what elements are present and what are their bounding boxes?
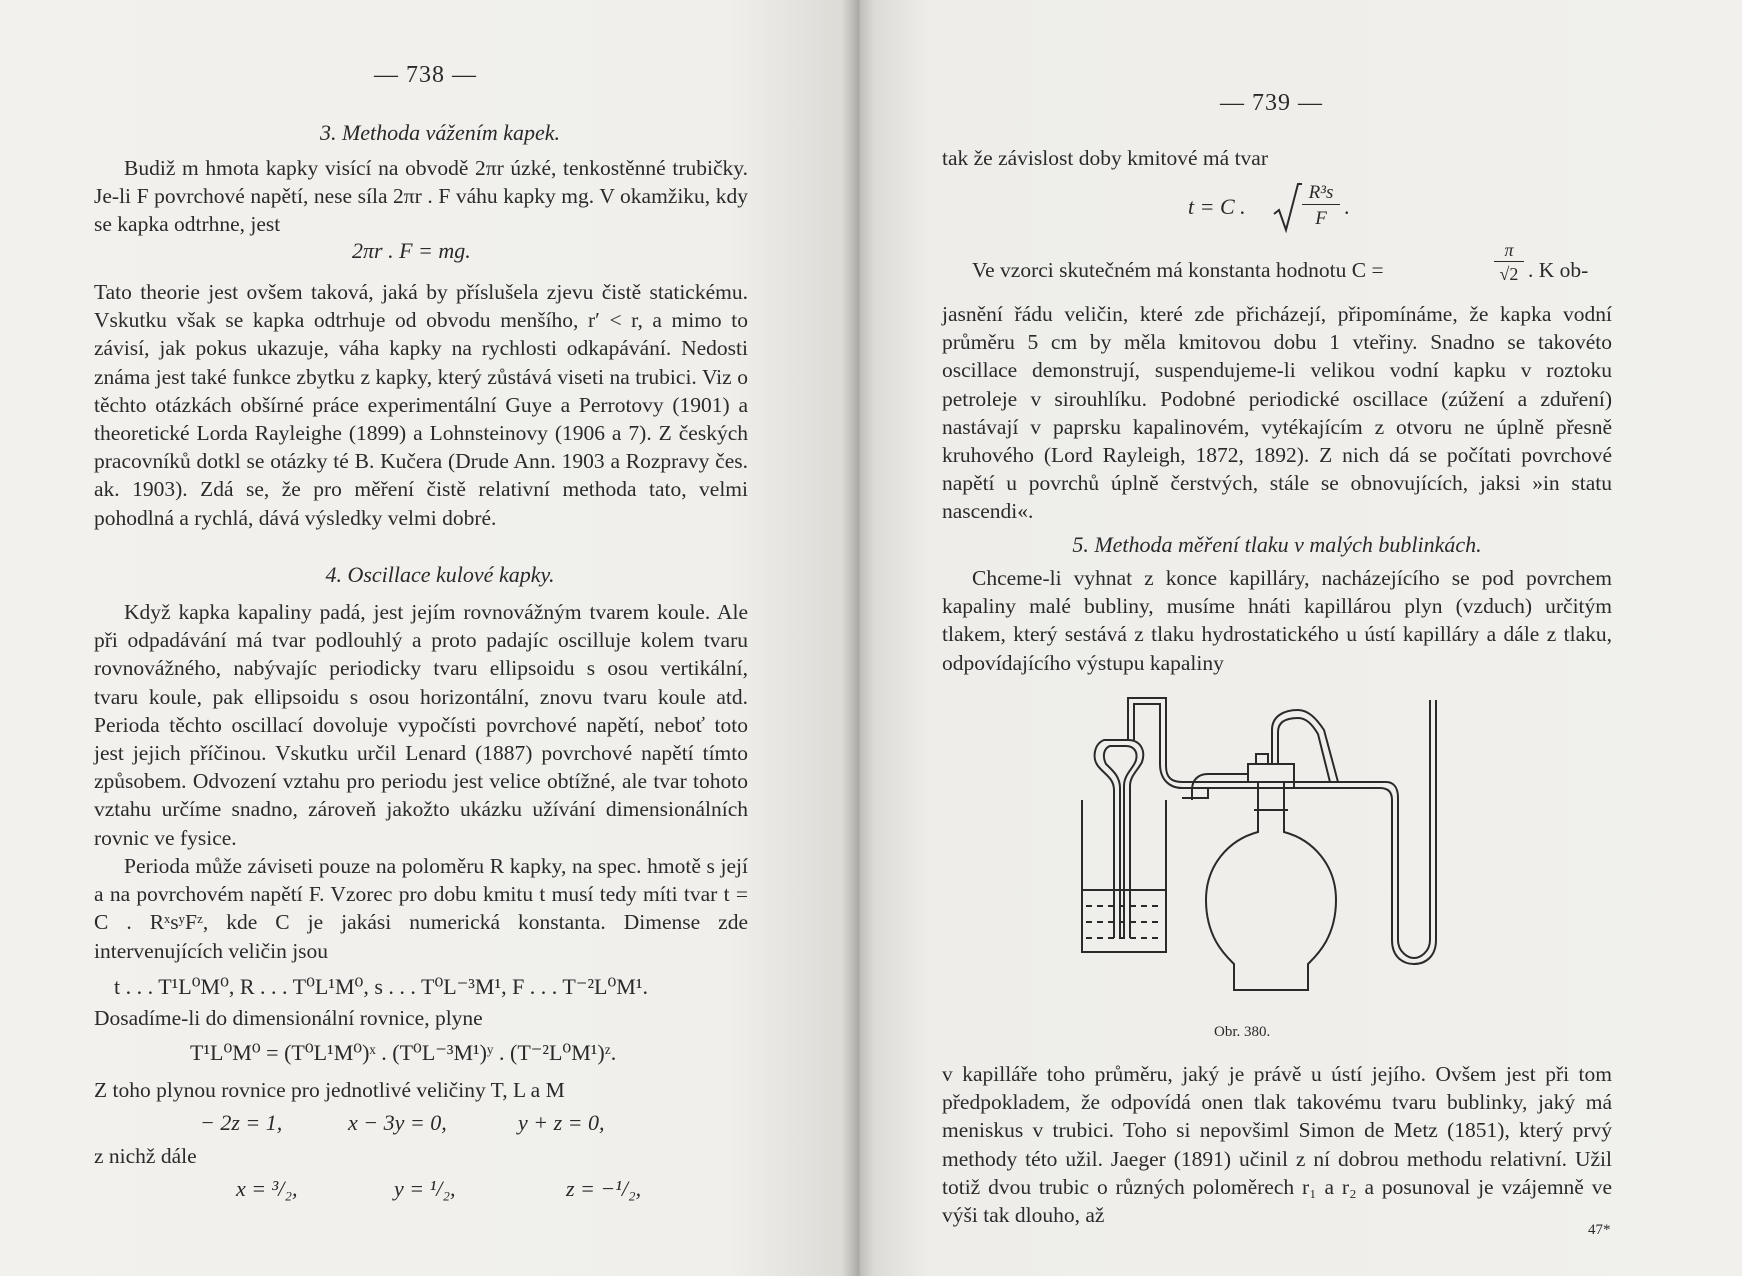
manometer bbox=[1358, 700, 1430, 958]
constant-line bbox=[942, 240, 1642, 296]
stopcock bbox=[1248, 764, 1294, 782]
dimensions-formula: t . . . T¹L⁰M⁰, R . . . T⁰L¹M⁰, s . . . T⁰L⁻³M¹, F . . . T⁻²L⁰M¹. bbox=[114, 974, 648, 999]
equation-a: − 2z = 1, bbox=[200, 1110, 283, 1135]
signature-mark: 47* bbox=[1588, 1222, 1611, 1238]
paragraph-4c: Dosadíme-li do dimensionální rovnice, plyne bbox=[94, 1006, 483, 1030]
capillary-tube bbox=[1095, 740, 1144, 938]
dimensional-equation: T¹L⁰M⁰ = (T⁰L¹M⁰)ˣ . (T⁰L⁻³M¹)ʸ . (T⁻²L⁰M¹)ᶻ. bbox=[190, 1040, 617, 1065]
paragraph-text: Když kapka kapaliny padá, jest jejím rovnovážným tvarem koule. Ale při odpadávání má tvar podlouhlý a proto padajíc oscilluje kolem tvaru rovnovážného, nabývajíc periodicky tvaru ellipsoidu s osou vertikální, tvaru koule, pak ellipsoidu s osou horizontální, znovu tvaru koule atd. Perioda těchto oscillací dovoluje vypočísti povrchové napětí, neboť toto jest jejich příčinou. Vskutku určil Lenard (1887) povrchové napětí tímto způsobem. Odvození vztahu pro periodu jest velice obtížné, ale tvar tohoto vztahu určíme snadno, zároveň jakožto ukázku užívání dimensionálních rovnic ve fysice. bbox=[94, 600, 748, 850]
equation-c: y + z = 0, bbox=[518, 1110, 605, 1135]
paragraph-4b bbox=[94, 852, 748, 965]
paragraph-a: tak že závislost doby kmitové má tvar bbox=[942, 146, 1268, 170]
paragraph-4e: z nichž dále bbox=[94, 1144, 197, 1168]
formula-dot: . bbox=[1344, 194, 1350, 219]
paragraph-text: Perioda může záviseti pouze na poloměru R kapky, na spec. hmotě s její a na povrchovém napětí F. Vzorec pro dobu kmitu t musí tedy míti tvar t = C . RˣsʸFᶻ, kde C je jakási numerická konstanta. Dimense zde intervenujících veličin jsou bbox=[94, 854, 748, 963]
paragraph-text: v kapilláře toho průměru, jaký je právě u ústí jejího. Ovšem jest při tom předpokladem, že odpovídá onen tlak takovému tvaru bublinky, jaký má meniskus v trubici. Toho si nepovšiml Simon de Metz (1851), který prvý methody této užil. Jaeger (1891) učinil z ní dobrou methodu relativní. Užil totiž dvou trubic o různých poloměrech r₁ a r₂ a posunoval je vzájemně ve výši tak dlouho, až bbox=[942, 1062, 1612, 1228]
paragraph-3a bbox=[94, 154, 748, 239]
sqrt-sign-icon bbox=[1272, 180, 1302, 236]
section-heading-3: 3. Methoda vážením kapek. bbox=[319, 120, 561, 145]
sqrt-numerator: R³s bbox=[1302, 182, 1340, 205]
paragraph-text: Tato theorie jest ovšem taková, jaká by příslušela zjevu čistě statickému. Vskutku však se kapka odtrhuje od obvodu menšího, r′ < r, a mimo to závisí, jak pokus ukazuje, váha kapky na rychlosti odkapávání. Nedosti známa jest také funkce zbytku z kapky, který zůstává viseti na trubici. Viz o těchto otázkách obšírné práce experimentální Guye a Perrotovy (1901) a theoretické Lorda Rayleighe (1899) a Lohnsteinovy (1906 a 7). Z českých pracovníků dotkl se otázky té B. Kučera (Drude Ann. 1903 a Rozpravy čes. ak. 1903). Zdá se, že pro měření čistě relativní methoda tato, velmi pohodlná a rychlá, dává výsledky velmi dobré. bbox=[94, 280, 748, 530]
sqrt-denominator: F bbox=[1315, 208, 1327, 229]
constant-numerator: π bbox=[1494, 240, 1524, 262]
paragraph-3b bbox=[94, 278, 748, 532]
formula-prefix: t = C . bbox=[1188, 194, 1246, 219]
flask bbox=[1206, 810, 1336, 990]
figure-apparatus bbox=[1058, 690, 1448, 1020]
formula-force-balance: 2πr . F = mg. bbox=[352, 238, 471, 263]
right-page bbox=[858, 0, 1742, 1276]
solution-z: z = −¹/₂, bbox=[566, 1176, 642, 1201]
paragraph-c bbox=[942, 300, 1612, 526]
paragraph-4d: Z toho plynou rovnice pro jednotlivé veličiny T, L a M bbox=[94, 1078, 565, 1102]
constant-denominator: √2 bbox=[1499, 264, 1519, 284]
paragraph-d bbox=[942, 564, 1612, 677]
solution-y: y = ¹/₂, bbox=[394, 1176, 456, 1201]
equation-b: x − 3y = 0, bbox=[348, 1110, 447, 1135]
paragraph-text: jasnění řádu veličin, které zde přicházejí, připomínáme, že kapka vodní průměru 5 cm by měla kmitovou dobu 1 vteřiny. Snadno se takovéto oscillace demonstrují, suspendujeme-li velikou vodní kapku v roztoku petroleje v sirouhlíku. Podobné periodické oscillace (zúžení a zduření) nastávají v paprsku kapalinovém, vytékajícím z otvoru ne úplně přesně kruhového (Lord Rayleigh, 1872, 1892). Z nich dá se počítati povrchové napětí u povrchů úplně čerstvých, stále se obnovujících, jaksi »in statu nascendi«. bbox=[942, 302, 1612, 524]
section-heading-4: 4. Oscillace kulové kapky. bbox=[325, 562, 555, 587]
paragraph-4a bbox=[94, 598, 748, 852]
solution-x: x = ³/₂, bbox=[236, 1176, 298, 1201]
left-page bbox=[0, 0, 858, 1276]
constant-text: Ve vzorci skutečném má konstanta hodnotu C = bbox=[972, 258, 1384, 282]
formula-period bbox=[1188, 180, 1388, 236]
paragraph-e bbox=[942, 1060, 1612, 1229]
figure-caption: Obr. 380. bbox=[1214, 1024, 1271, 1040]
paragraph-text: Chceme-li vyhnat z konce kapilláry, nacházejícího se pod povrchem kapaliny malé bubliny, musíme hnáti kapillárou plyn (vzduch) určitým tlakem, který sestává z tlaku hydrostatického u ústí kapilláry a dále z tlaku, odpovídajícího výstupu kapaliny bbox=[942, 566, 1612, 675]
paragraph-text: Budiž m hmota kapky visící na obvodě 2πr úzké, tenkostěnné trubičky. Je-li F povrchové napětí, nese síla 2πr . F váhu kapky mg. V okamžiku, kdy se kapka odtrhne, jest bbox=[94, 156, 748, 237]
constant-text-end: . K ob- bbox=[1528, 258, 1589, 282]
page-number: — 738 — bbox=[374, 62, 477, 88]
top-tube bbox=[1128, 698, 1358, 782]
book-gutter bbox=[842, 0, 874, 1276]
section-heading-5: 5. Methoda měření tlaku v malých bublinkách. bbox=[1072, 532, 1482, 557]
page-number: — 739 — bbox=[1220, 90, 1323, 116]
